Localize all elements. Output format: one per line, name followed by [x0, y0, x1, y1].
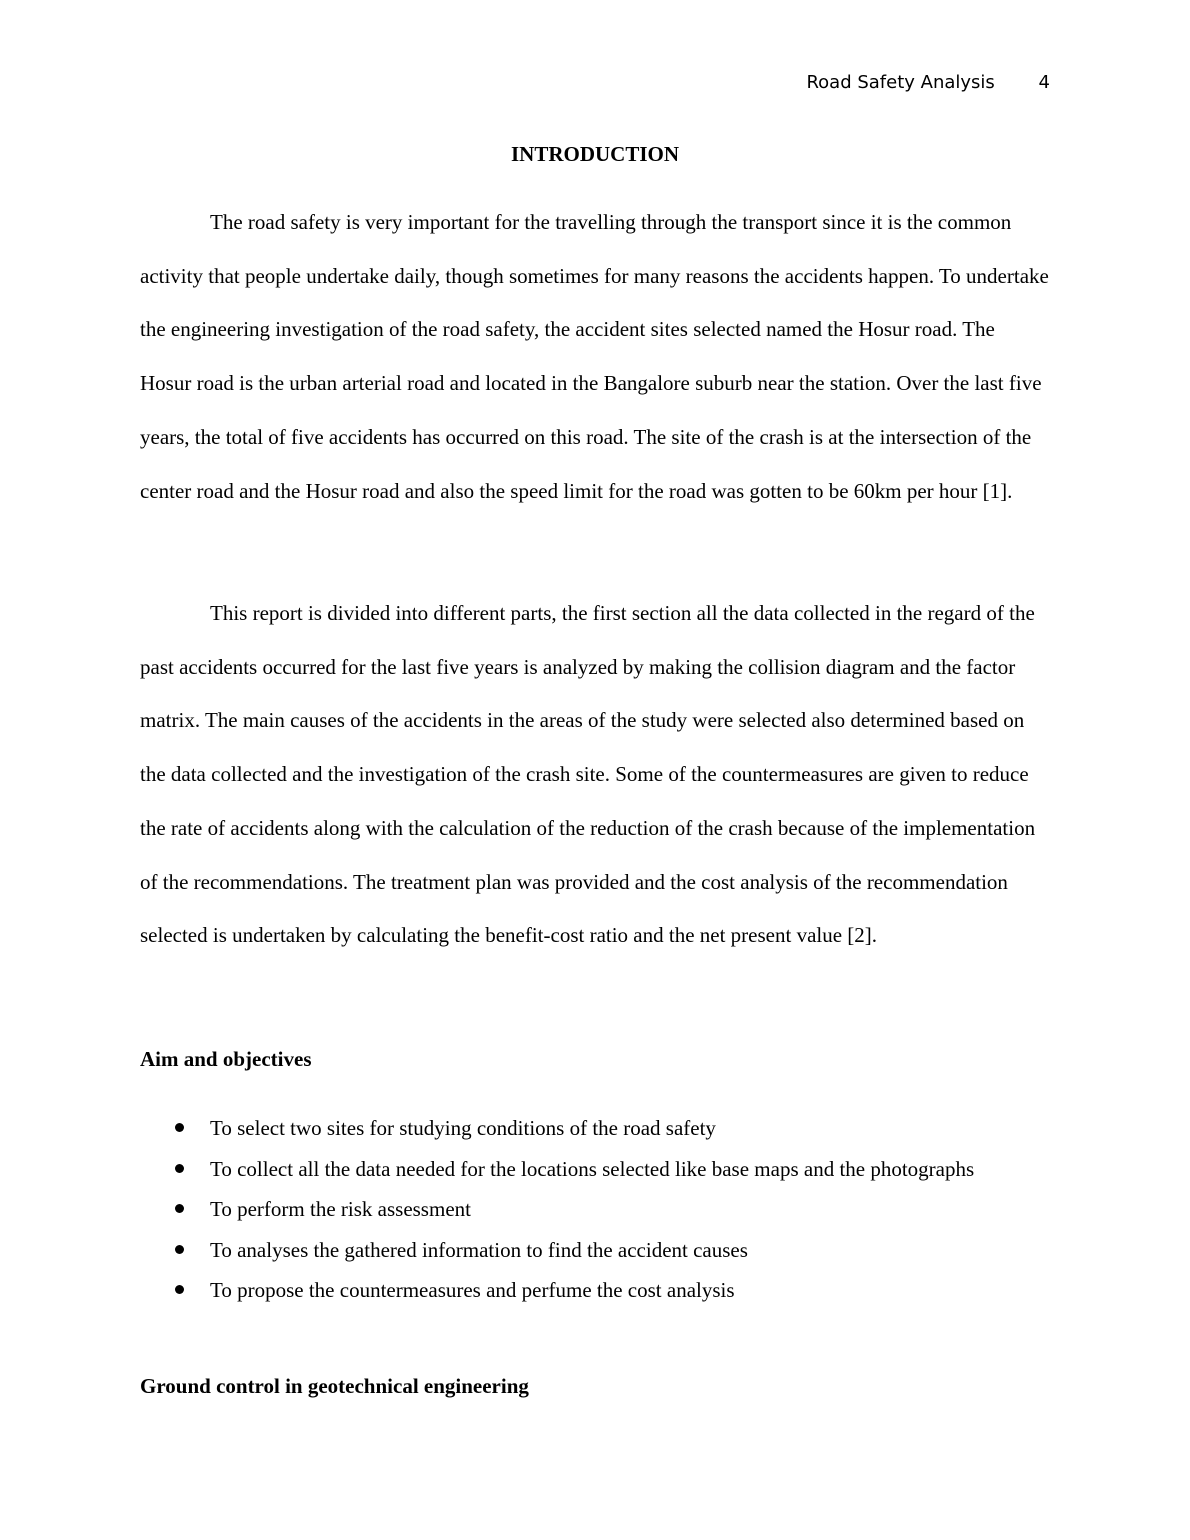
objective-item — [140, 1189, 1020, 1230]
paragraph-introduction-2: This report is divided into different parts, the first section all the data collected in the regard of the past accidents occurred for the last five years is analyzed by making the collision diagram and the factor matrix. The main causes of the accidents in the areas of the study were selected also determined based on the data collected and the investigation of the crash site. Some of the countermeasures are given to reduce the rate of accidents along with the calculation of the reduction of the crash because of the implementation of the recommendations. The treatment plan was provided and the cost analysis of the recommendation selected is undertaken by calculating the benefit-cost ratio and the net present value [2]. — [140, 601, 1036, 948]
ground-control-heading: Ground control in geotechnical engineering — [140, 1374, 529, 1398]
bullet-icon — [175, 1245, 184, 1254]
bullet-icon — [175, 1204, 184, 1213]
objective-item — [140, 1270, 1020, 1311]
section-title: INTRODUCTION — [510, 142, 680, 166]
objective-item — [140, 1108, 1020, 1149]
objective-text: To collect all the data needed for the locations selected like base maps and the photographs — [210, 1156, 975, 1181]
objective-item — [140, 1230, 1020, 1271]
objectives-list — [140, 1108, 1020, 1311]
header-title: Road Safety Analysis — [806, 72, 995, 93]
objective-text: To analyses the gathered information to find the accident causes — [210, 1237, 748, 1262]
running-header — [806, 71, 1050, 95]
bullet-icon — [175, 1123, 184, 1132]
objective-text: To propose the countermeasures and perfume the cost analysis — [210, 1278, 735, 1302]
paragraph-introduction-1: The road safety is very important for the travelling through the transport since it is the common activity that people undertake daily, though sometimes for many reasons the accidents happen. To undertake the engineering investigation of the road safety, the accident sites selected named the Hosur road. The Hosur road is the urban arterial road and located in the Bangalore suburb near the station. Over the last five years, the total of five accidents has occurred on this road. The site of the crash is at the intersection of the center road and the Hosur road and also the speed limit for the road was gotten to be 60km per hour [1]. — [140, 210, 1049, 503]
bullet-icon — [175, 1164, 184, 1173]
aims-heading: Aim and objectives — [140, 1047, 312, 1071]
bullet-icon — [175, 1285, 184, 1294]
page-number: 4 — [1038, 72, 1050, 93]
objective-item — [140, 1149, 1020, 1190]
objective-text: To perform the risk assessment — [210, 1197, 471, 1221]
objective-text: To select two sites for studying conditions of the road safety — [210, 1116, 716, 1140]
